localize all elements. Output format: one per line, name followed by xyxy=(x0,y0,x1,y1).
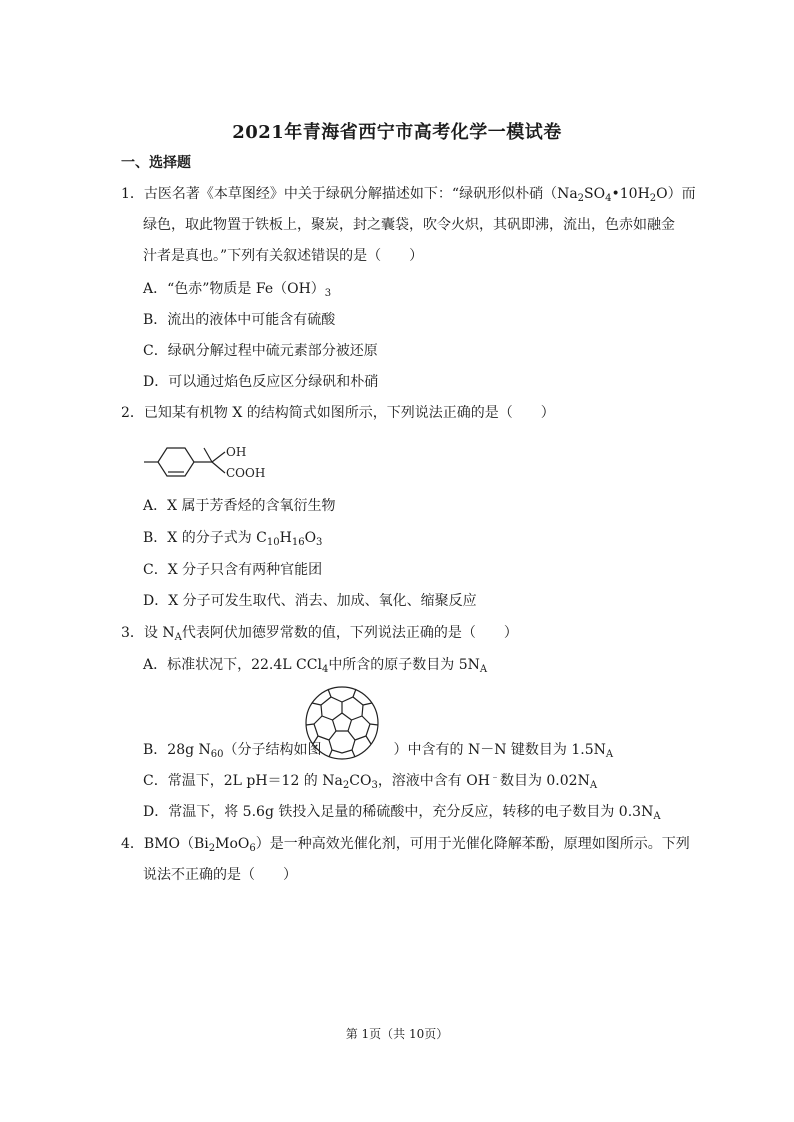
q4-stem-line1: 4．$BMO(Bi_2MoO_6)$是一种高效光催化剂，可用于光催化降解苯酚，原理如图所示。下列 xyxy=(121,836,690,854)
q1-option-b: B．流出的液体中可能含有硫酸 xyxy=(143,312,336,328)
q3-option-c: C．常温下，2L pH＝12 的 $Na_2CO_3$，溶液中含有 OH﹣数目为 $0.02N_A$ xyxy=(143,772,598,791)
q2-stem: 2．已知某有机物 X 的结构简式如图所示，下列说法正确的是（ ） xyxy=(121,405,555,421)
q2-structure-diagram xyxy=(140,440,280,484)
q1-option-c: C．绿矾分解过程中硫元素部分被还原 xyxy=(143,343,378,359)
q1-option-a: A．“色赤”物质是 $Fe(OH)_3$ xyxy=(143,281,332,299)
q1-option-d: D．可以通过焰色反应区分绿矾和朴硝 xyxy=(143,374,379,390)
q3-option-b: B．28g $N_{60}$（分子结构如图 ）中含有的 N－N 键数目为 $1.5N_A$ xyxy=(143,742,614,760)
q3-c60-structure xyxy=(302,683,382,763)
section-heading: 一、选择题 xyxy=(121,155,191,171)
q1-stem-line1: 1．古医名著《本草图经》中关于绿矾分解描述如下：“绿矾形似朴硝$(Na_2SO_4•10H_2O)$而 xyxy=(121,186,696,204)
q3-option-a: A．标准状况下，22.4L CCl$_4$中所含的原子数目为 $5N_A$ xyxy=(143,657,488,675)
page-title: 2021年青海省西宁市高考化学一模试卷 xyxy=(232,122,562,143)
q3-option-d: D．常温下，将 5.6g 铁投入足量的稀硫酸中，充分反应，转移的电子数目为 $0.3N_A$ xyxy=(143,804,661,822)
q2-option-b: B．X 的分子式为 $C_{10}H_{16}O_3$ xyxy=(143,530,323,548)
page-footer: 第 1页（共 10页） xyxy=(345,1027,449,1041)
q2-option-d: D．X 分子可发生取代、消去、加成、氧化、缩聚反应 xyxy=(143,593,477,609)
q1-stem-line3: 汁者是真也。”下列有关叙述错误的是（ ） xyxy=(143,248,424,264)
q4-stem-line2: 说法不正确的是（ ） xyxy=(143,867,297,883)
q2-oh-label: OH xyxy=(226,445,247,459)
q2-cooh-label: COOH xyxy=(226,466,266,480)
q2-option-a: A．X 属于芳香烃的含氧衍生物 xyxy=(143,498,336,514)
q3-stem: 3．设 $N_A$代表阿伏加德罗常数的值，下列说法正确的是（ ） xyxy=(121,625,518,643)
q1-stem-line2: 绿色，取此物置于铁板上，聚炭，封之囊袋，吹令火炽，其矾即沸，流出，色赤如融金 xyxy=(143,217,675,233)
q2-option-c: C．X 分子只含有两种官能团 xyxy=(143,562,323,578)
